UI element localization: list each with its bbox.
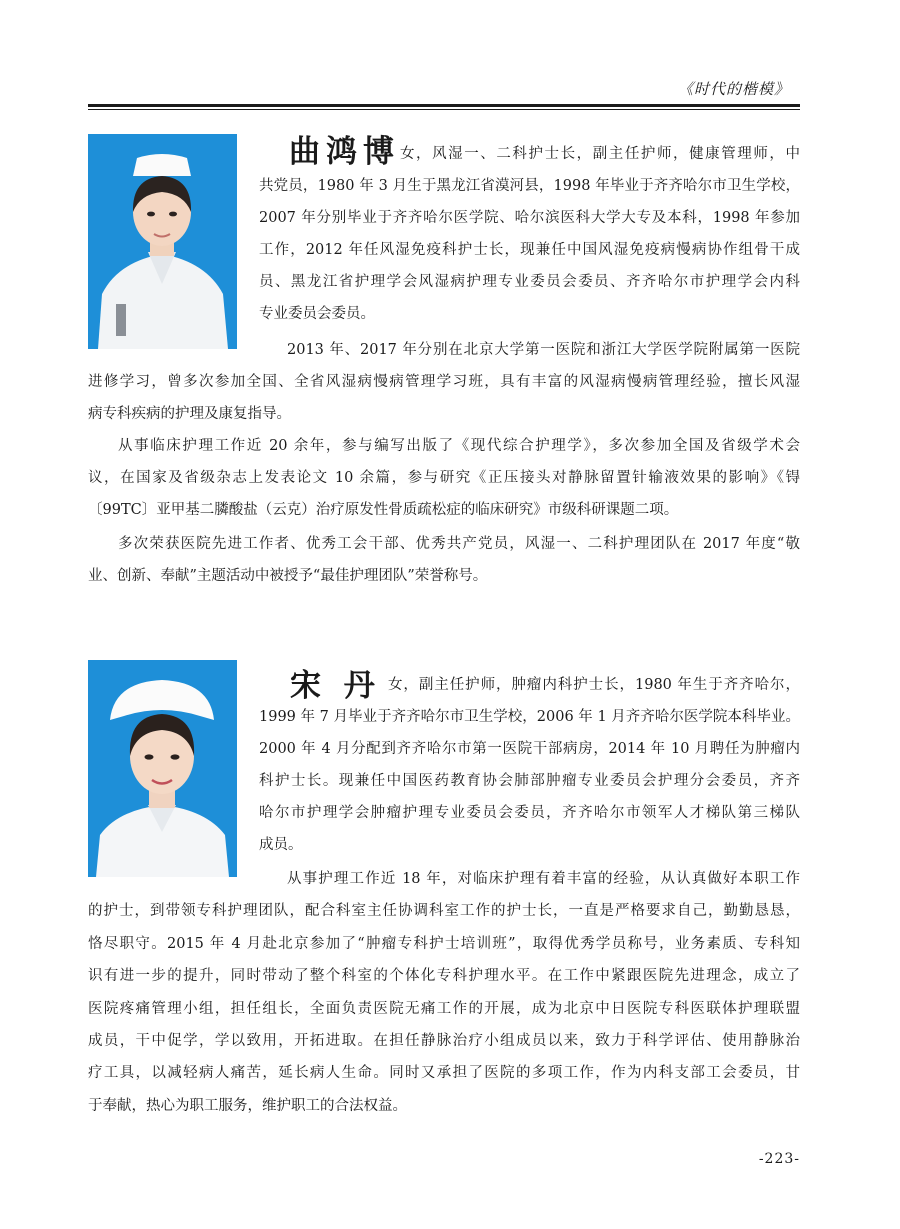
- profile1-line-13: 多次荣获医院先进工作者、优秀工会干部、优秀共产党员，风湿一、二科护理团队在 2017 年度“敬: [118, 536, 800, 552]
- profile2-line-12: 成员，干中促学，学以致用，开拓进取。在担任静脉治疗小组成员以来，致力于科学评估、使用静脉治: [88, 1033, 800, 1049]
- profile2-line-4: 科护士长。现兼任中国医药教育协会肺部肿瘤专业委员会护理分会委员，齐齐: [259, 773, 800, 789]
- profile2-line-5: 哈尔市护理学会肿瘤护理专业委员会委员，齐齐哈尔市领军人才梯队第三梯队: [259, 805, 800, 821]
- profile1-line-10: 从事临床护理工作近 20 余年，参与编写出版了《现代综合护理学》，多次参加全国及省级学术会: [118, 438, 800, 454]
- running-header: 《时代的楷模》: [677, 80, 790, 98]
- page-number: -223-: [758, 1151, 800, 1167]
- profile2-line-10: 识有进一步的提升，同时带动了整个科室的个体化专科护理水平。在工作中紧跟医院先进理念，成立了: [88, 968, 800, 984]
- profile1-line-8: 进修学习，曾多次参加全国、全省风湿病慢病管理学习班，具有丰富的风湿病慢病管理经验，擅长风湿: [88, 374, 800, 390]
- header-rule: [88, 104, 800, 107]
- profile1-line-2: 共党员，1980 年 3 月生于黑龙江省漠河县，1998 年毕业于齐齐哈尔市卫生学校，: [259, 178, 800, 194]
- profile2-line-13: 疗工具，以减轻病人痛苦，延长病人生命。同时又承担了医院的多项工作，作为内科支部工会委员，甘: [88, 1065, 800, 1081]
- profile2-line-6: 成员。: [259, 837, 303, 853]
- profile2-line-14: 于奉献，热心为职工服务，维护职工的合法权益。: [88, 1098, 407, 1114]
- profile1-line-6: 专业委员会委员。: [259, 306, 375, 322]
- portrait-photo-1: [88, 134, 237, 349]
- profile2-line-1: 女，副主任护师，肿瘤内科护士长，1980 年生于齐齐哈尔，: [388, 677, 800, 693]
- profile1-line-4: 工作，2012 年任风湿免疫科护士长，现兼任中国风湿免疫病慢病协作组骨干成: [259, 242, 800, 258]
- profile1-line-12: 〔99TC〕亚甲基二膦酸盐（云克）治疗原发性骨质疏松症的临床研究》市级科研课题二项。: [88, 502, 679, 518]
- profile1-line-1: 女，风湿一、二科护士长，副主任护师，健康管理师，中: [400, 146, 800, 162]
- profile2-name: 宋 丹: [290, 668, 381, 704]
- profile1-line-9: 病专科疾病的护理及康复指导。: [88, 406, 291, 422]
- profile2-line-2: 1999 年 7 月毕业于齐齐哈尔市卫生学校，2006 年 1 月齐齐哈尔医学院本科毕业。: [259, 709, 800, 725]
- profile2-line-3: 2000 年 4 月分配到齐齐哈尔市第一医院干部病房，2014 年 10 月聘任为肿瘤内: [259, 741, 800, 757]
- profile1-name: 曲鸿博: [289, 134, 400, 170]
- portrait-photo-2: [88, 660, 237, 877]
- profile1-line-14: 业、创新、奉献”主题活动中被授予“最佳护理团队”荣誉称号。: [88, 568, 488, 584]
- profile2-line-7: 从事护理工作近 18 年，对临床护理有着丰富的经验，从认真做好本职工作: [287, 871, 800, 887]
- profile2-line-11: 医院疼痛管理小组，担任组长，全面负责医院无痛工作的开展，成为北京中日医院专科医联体护理联盟: [88, 1001, 800, 1017]
- profile1-line-5: 员、黑龙江省护理学会风湿病护理专业委员会委员、齐齐哈尔市护理学会内科: [259, 274, 800, 290]
- header-rule-thin: [88, 109, 800, 110]
- profile1-line-3: 2007 年分别毕业于齐齐哈尔医学院、哈尔滨医科大学大专及本科，1998 年参加: [259, 210, 800, 226]
- profile2-line-8: 的护士，到带领专科护理团队，配合科室主任协调科室工作的护士长，一直是严格要求自己，勤勤恳恳，: [88, 903, 800, 919]
- profile1-line-11: 议，在国家及省级杂志上发表论文 10 余篇，参与研究《正压接头对静脉留置针输液效果的影响》《锝: [88, 470, 800, 486]
- profile2-line-9: 恪尽职守。2015 年 4 月赴北京参加了“肿瘤专科护士培训班”，取得优秀学员称号，业务素质、专科知: [88, 936, 800, 952]
- profile1-line-7: 2013 年、2017 年分别在北京大学第一医院和浙江大学医学院附属第一医院: [287, 342, 800, 358]
